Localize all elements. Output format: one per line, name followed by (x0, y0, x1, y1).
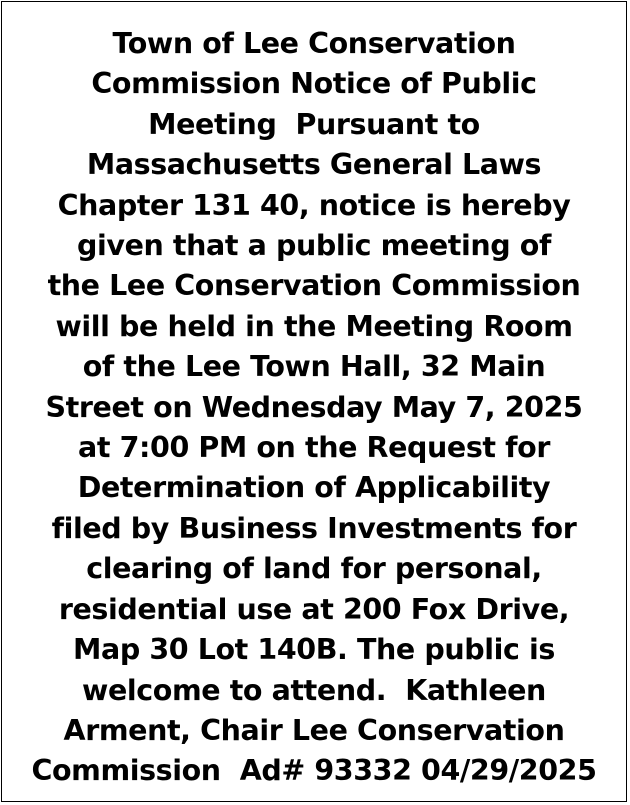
legal-notice-box (1, 1, 627, 802)
notice-body-text: Town of Lee Conservation Commission Notice of Public Meeting Pursuant to Massachusetts General Laws Chapter 131 40, notice is hereby given that a public meeting of the Lee Conservation Commission will be held in the Meeting Room of the Lee Town Hall, 32 Main Street on Wednesday May 7, 2025 at 7:00 PM on the Request for Determination of Applicability filed by Business Investments for clearing of land for personal, residential use at 200 Fox Drive, Map 30 Lot 140B. The public is welcome to attend. Kathleen Arment, Chair Lee Conservation Commission Ad# 93332 04/29/2025 (31, 27, 597, 788)
